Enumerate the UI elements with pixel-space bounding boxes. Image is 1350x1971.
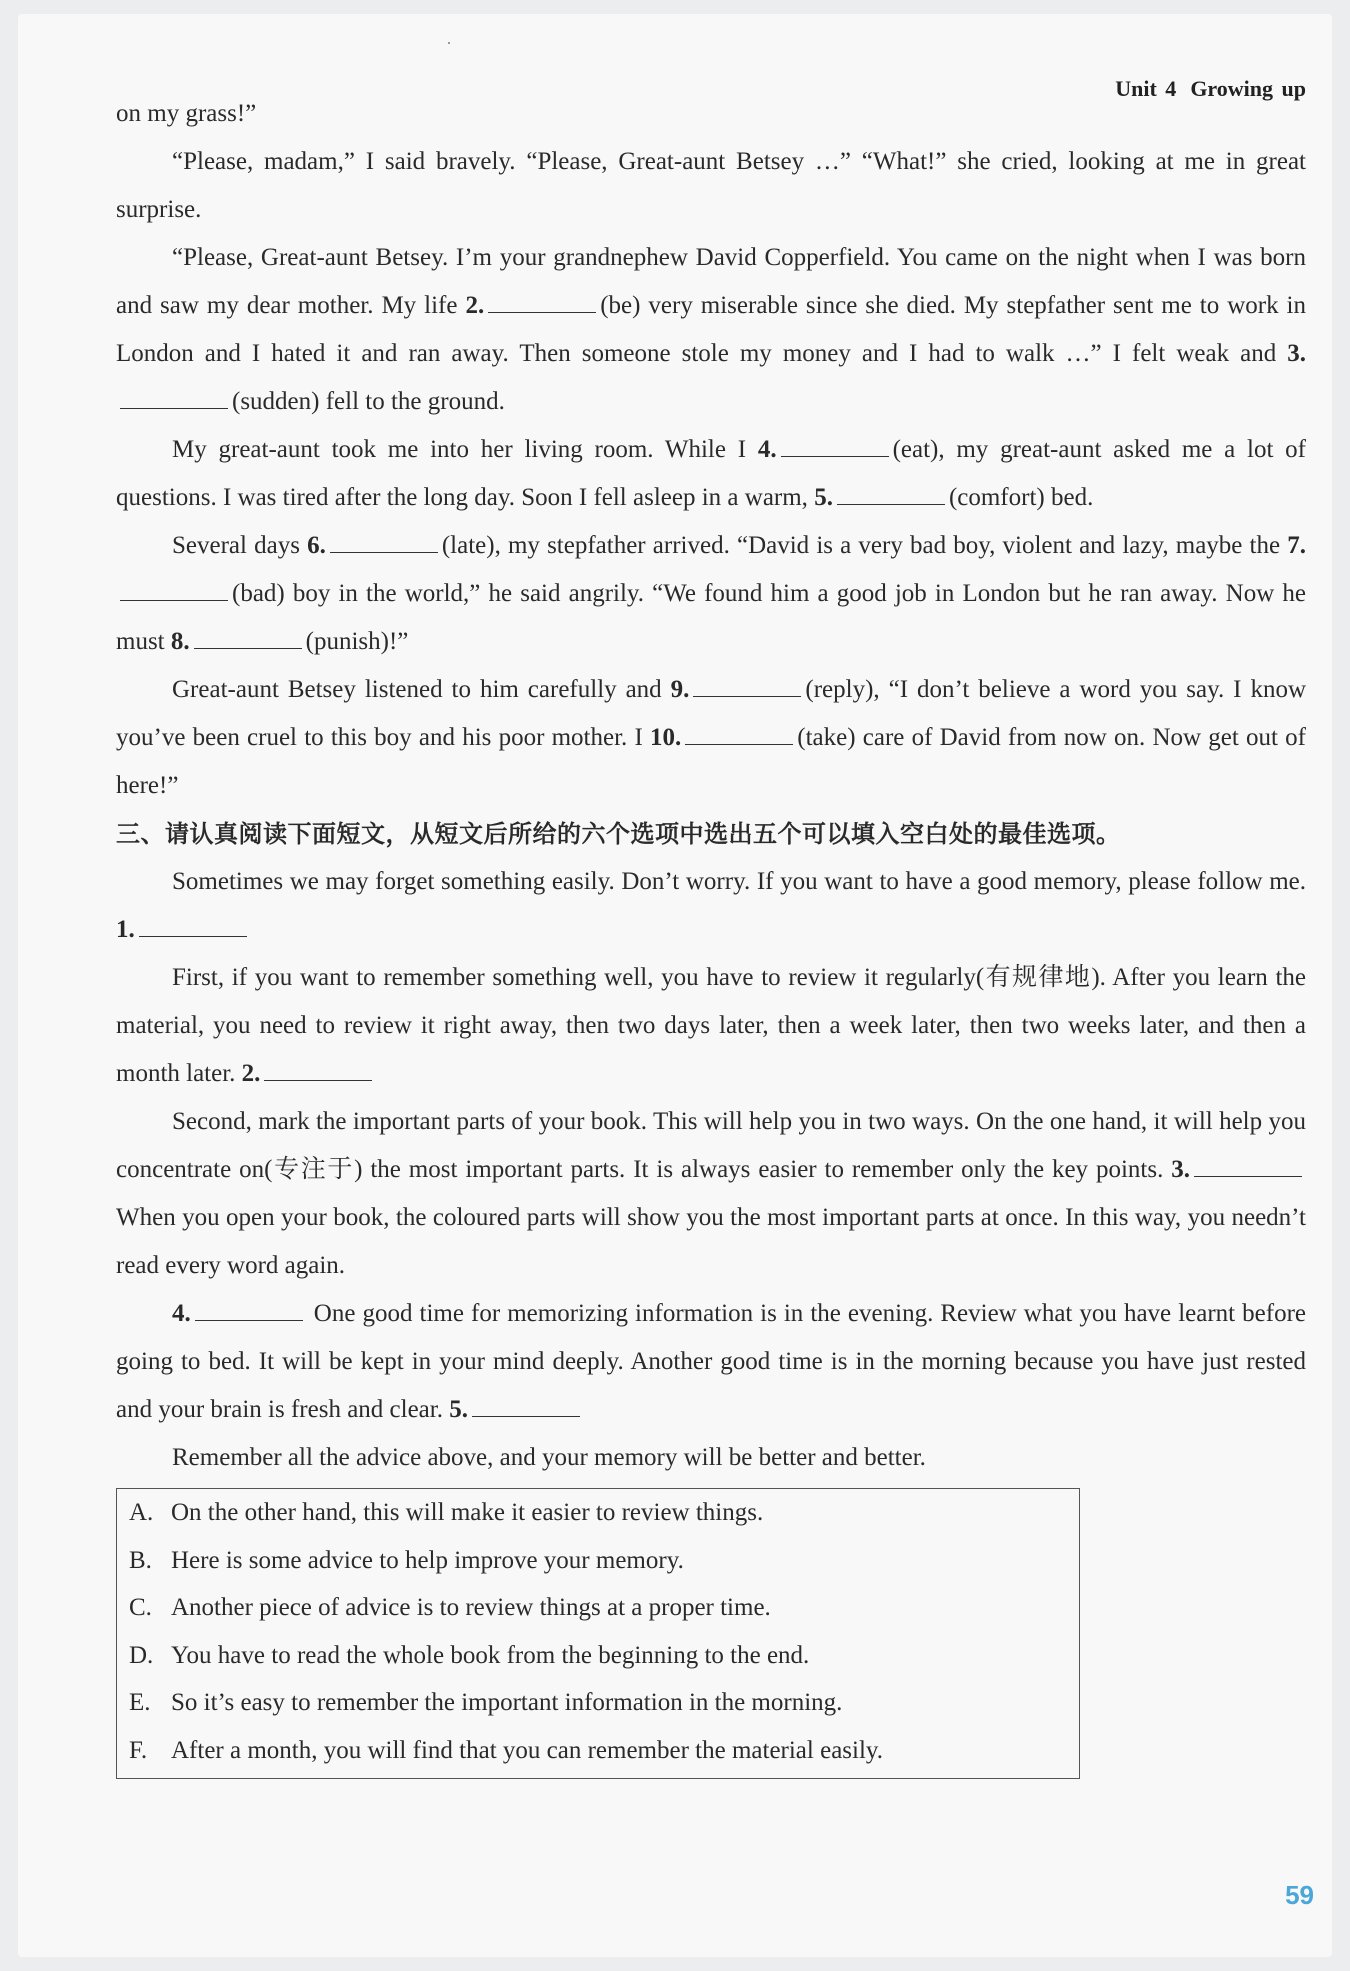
page-sheet xyxy=(18,14,1332,1957)
paragraph-0: on my grass!” xyxy=(116,100,257,127)
option-f[interactable]: F. After a month, you will find that you can remember the material easily. xyxy=(129,1736,884,1764)
answer-blank-4[interactable] xyxy=(781,436,889,457)
answer-blank-7[interactable] xyxy=(120,580,228,601)
reading-paragraph-3: Second, mark the important parts of your book. This will help you in two ways. On the one hand, it will help you concentrate on(专注于) the most important parts. It is always easier to remember only the key points. 3. When you open your book, the coloured parts will show you the most important parts at once. In this way, you needn’t read every word again. xyxy=(116,1108,1306,1279)
answer-blank-2[interactable] xyxy=(488,292,596,313)
gap-number-4: 4. xyxy=(172,1300,191,1327)
answer-blank-9[interactable] xyxy=(693,676,801,697)
reading-closing: Remember all the advice above, and your memory will be better and better. xyxy=(172,1444,926,1471)
option-c[interactable]: C. Another piece of advice is to review things at a proper time. xyxy=(129,1594,771,1621)
answer-blank-3[interactable] xyxy=(120,388,228,409)
paragraph-4: Several days 6. (late), my stepfather arrived. “David is a very bad boy, violent and lazy, maybe the 7.(bad) boy in the world,” he said angrily. “We found him a good job in London but he ran away. Now he must 8. (punish)!” xyxy=(116,532,1306,655)
options-box xyxy=(116,1488,1080,1779)
reading-paragraph-1: Sometimes we may forget something easily. Don’t worry. If you want to have a good memory, please follow me. 1. xyxy=(116,868,1306,943)
blank-number-3: 3. xyxy=(1287,340,1306,367)
gap-number-3: 3. xyxy=(1171,1156,1190,1183)
section-3-title: 三、请认真阅读下面短文，从短文后所给的六个选项中选出五个可以填入空白处的最佳选项。 xyxy=(116,820,1121,848)
answer-blank-10[interactable] xyxy=(685,724,793,745)
paragraph-1: “Please, madam,” I said bravely. “Please, Great-aunt Betsey …” “What!” she cried, looking at me in great surprise. xyxy=(116,148,1306,223)
gap-number-5: 5. xyxy=(449,1396,468,1423)
option-e[interactable]: E. So it’s easy to remember the important information in the morning. xyxy=(129,1689,843,1716)
unit-label: Unit 4 xyxy=(1115,76,1177,101)
option-a[interactable]: A. On the other hand, this will make it easier to review things. xyxy=(129,1499,764,1526)
blank-number-10: 10. xyxy=(650,724,682,751)
gap-number-2: 2. xyxy=(241,1060,261,1087)
blank-number-9: 9. xyxy=(670,676,690,703)
paragraph-2: “Please, Great-aunt Betsey. I’m your grandnephew David Copperfield. You came on the night when I was born and saw my dear mother. My life 2. (be) very miserable since she died. My stepfather sent me to work in London and I hated it and ran away. Then someone stole my money and I had to walk …” I felt weak and 3.(sudden) fell to the ground. xyxy=(116,244,1306,415)
blank-number-5: 5. xyxy=(814,484,833,511)
paragraph-3: My great-aunt took me into her living room. While I 4. (eat), my great-aunt asked me a lot of questions. I was tired after the long day. Soon I fell asleep in a warm, 5. (comfort) bed. xyxy=(116,436,1306,511)
page-number: 59 xyxy=(1285,1880,1314,1910)
scan-speck xyxy=(448,42,450,44)
blank-number-2: 2. xyxy=(465,292,485,319)
answer-blank-6[interactable] xyxy=(330,532,438,553)
option-d[interactable]: D. You have to read the whole book from the beginning to the end. xyxy=(129,1641,810,1669)
option-b[interactable]: B. Here is some advice to help improve your memory. xyxy=(129,1546,684,1574)
gap-blank-2[interactable] xyxy=(264,1060,372,1081)
gap-blank-4[interactable] xyxy=(195,1300,303,1321)
answer-blank-5[interactable] xyxy=(837,484,945,505)
reading-paragraph-4: 4. One good time for memorizing information is in the evening. Review what you have learnt before going to bed. It will be kept in your mind deeply. Another good time is in the morning because you have just rested and your brain is fresh and clear. 5. xyxy=(116,1300,1306,1423)
page-content xyxy=(116,90,1306,1779)
gap-number-1: 1. xyxy=(116,916,135,943)
unit-title: Growing up xyxy=(1190,76,1306,101)
blank-number-6: 6. xyxy=(307,532,326,559)
blank-number-7: 7. xyxy=(1287,532,1306,559)
blank-number-8: 8. xyxy=(170,628,190,655)
answer-blank-8[interactable] xyxy=(194,628,302,649)
gap-blank-5[interactable] xyxy=(472,1396,580,1417)
reading-paragraph-2: First, if you want to remember something well, you have to review it regularly(有规律地). After you learn the material, you need to review it right away, then two days later, then a week later, then two weeks later, and then a month later. 2. xyxy=(116,964,1306,1087)
blank-number-4: 4. xyxy=(757,436,777,463)
gap-blank-1[interactable] xyxy=(139,916,247,937)
paragraph-5: Great-aunt Betsey listened to him carefully and 9. (reply), “I don’t believe a word you say. I know you’ve been cruel to this boy and his poor mother. I 10. (take) care of David from now on. Now get out of here!” xyxy=(116,676,1307,799)
gap-blank-3[interactable] xyxy=(1194,1156,1302,1177)
